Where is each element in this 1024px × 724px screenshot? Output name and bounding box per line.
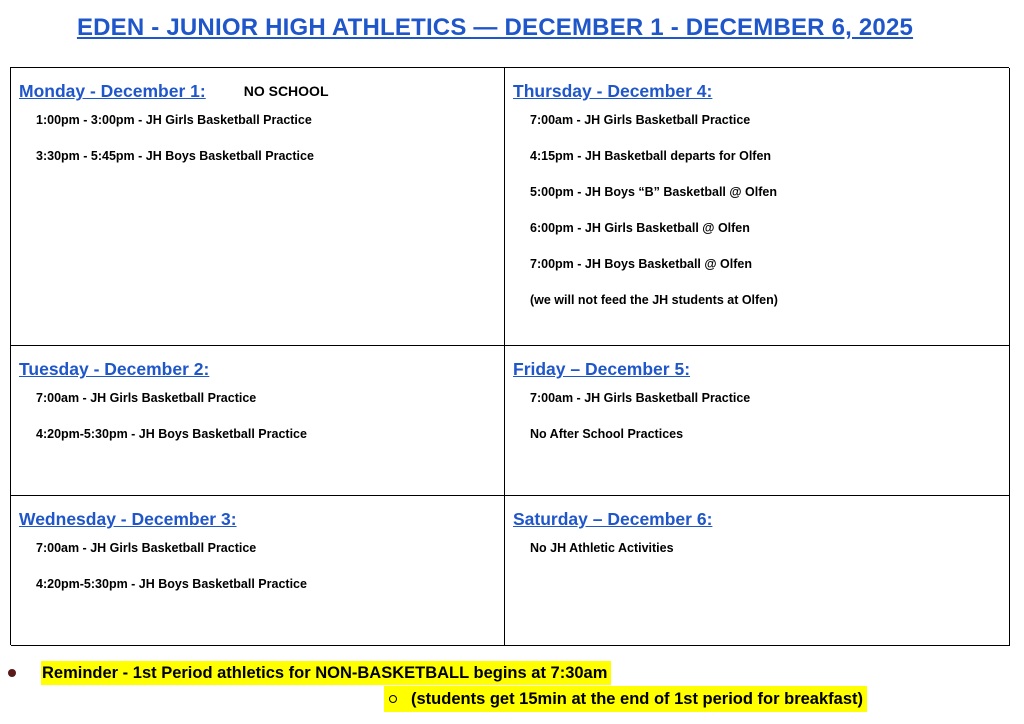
event-item: 7:00pm - JH Boys Basketball @ Olfen <box>530 257 752 271</box>
event-item: 4:15pm - JH Basketball departs for Olfen <box>530 149 772 163</box>
day-cell-tuesday <box>11 346 505 496</box>
event-item: (we will not feed the JH students at Olfen) <box>530 293 778 307</box>
event-item: 1:00pm - 3:00pm - JH Girls Basketball Practice <box>36 113 312 127</box>
event-list <box>513 110 1009 326</box>
day-heading: Friday – December 5: <box>513 359 691 379</box>
event-item: 7:00am - JH Girls Basketball Practice <box>36 391 257 405</box>
reminder-text: Reminder - 1st Period athletics for NON-BASKETBALL begins at 7:30am <box>41 661 611 685</box>
circle-bullet-icon <box>389 695 397 703</box>
reminder-subtext: (students get 15min at the end of 1st period for breakfast) <box>411 689 863 708</box>
event-item: 7:00am - JH Girls Basketball Practice <box>530 113 751 127</box>
event-list <box>19 388 504 460</box>
event-item: No JH Athletic Activities <box>530 541 674 555</box>
event-list <box>19 538 504 610</box>
event-item: No After School Practices <box>530 427 684 441</box>
event-list <box>19 110 504 182</box>
event-item: 7:00am - JH Girls Basketball Practice <box>530 391 751 405</box>
day-cell-wednesday <box>11 496 505 646</box>
day-cell-friday <box>505 346 1010 496</box>
schedule-grid <box>10 67 1009 645</box>
reminder-subitem <box>384 686 867 712</box>
reminder-item <box>8 660 611 686</box>
day-heading: Saturday – December 6: <box>513 509 713 529</box>
event-item: 7:00am - JH Girls Basketball Practice <box>36 541 257 555</box>
event-list <box>513 388 1009 460</box>
event-item: 3:30pm - 5:45pm - JH Boys Basketball Practice <box>36 149 314 163</box>
day-heading: Monday - December 1: <box>19 81 206 101</box>
page-title: EDEN - JUNIOR HIGH ATHLETICS — DECEMBER 1 - DECEMBER 6, 2025 <box>76 14 914 41</box>
event-item: 6:00pm - JH Girls Basketball @ Olfen <box>530 221 750 235</box>
event-item: 4:20pm-5:30pm - JH Boys Basketball Practice <box>36 577 307 591</box>
day-heading: Thursday - December 4: <box>513 81 713 101</box>
event-item: 4:20pm-5:30pm - JH Boys Basketball Practice <box>36 427 307 441</box>
day-cell-thursday <box>505 68 1010 346</box>
day-cell-monday <box>11 68 505 346</box>
day-note: NO SCHOOL <box>243 83 329 99</box>
day-heading: Wednesday - December 3: <box>19 509 237 529</box>
event-item: 5:00pm - JH Boys “B” Basketball @ Olfen <box>530 185 777 199</box>
bullet-dot-icon <box>8 669 16 677</box>
day-cell-saturday <box>505 496 1010 646</box>
day-heading: Tuesday - December 2: <box>19 359 210 379</box>
event-list <box>513 538 1009 574</box>
